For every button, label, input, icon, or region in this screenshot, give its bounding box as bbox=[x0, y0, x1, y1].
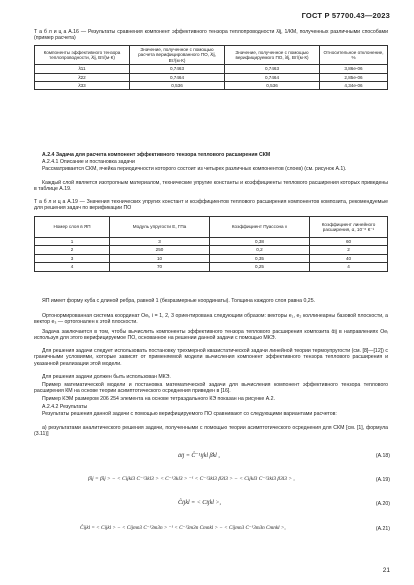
table16-header: Значение, полученное с помощью расчета верифицированного ПО, λ̄ij, Вт/(м·К) bbox=[130, 46, 225, 65]
table-row bbox=[35, 82, 388, 90]
table-cell: 0,536 bbox=[225, 82, 320, 90]
table19-header: Коэффициент линейного расширения, α, 10⁻⁶ К⁻¹ bbox=[310, 217, 388, 238]
section-heading: А.2.4 Задача для расчета компонент эффективного тензора теплового расширения СКМ bbox=[42, 152, 271, 158]
table19-header: Модуль упругости E, ГПа bbox=[110, 217, 210, 238]
table-cell: 0,7463 bbox=[225, 65, 320, 73]
paragraph: Пример КЭМ размером 206 254 элемента на основе тетраэдального КЭ показан на рисунке А.2. bbox=[42, 396, 275, 402]
table-cell: 1 bbox=[35, 238, 110, 246]
formula: Ĉijkl = < Cijkl > − < Cijmn3 C⁻¹3m3n > ⁻¹ < C⁻¹3m3n Cmnkl > − < Cijmn3 C⁻¹3m3n Cmnkl >, bbox=[80, 525, 286, 531]
formula: Ĉijkl = < Cijkl >, bbox=[178, 500, 221, 506]
table-cell: 0,2 bbox=[210, 246, 310, 254]
table-cell: 0,25 bbox=[210, 263, 310, 271]
table-cell: 4,34e-06 bbox=[320, 82, 388, 90]
table-cell: 2,85e-06 bbox=[320, 73, 388, 81]
table-cell: 10 bbox=[110, 254, 210, 262]
formula: āij = Ĉ⁻¹ijkl β̄kl , bbox=[178, 453, 220, 459]
table-cell: 0,38 bbox=[210, 238, 310, 246]
table19-header: Номер слоя в ЯП bbox=[35, 217, 110, 238]
paragraph: Пример математической модели и постановка математической задачи для вычисления компонент эффективного тензора теплового расширения КМ на основе теории асимптотического осреднения приведен в [16]. bbox=[34, 382, 388, 395]
paragraph: Рассматривается СКМ, ячейка периодичности которого состоит из четырех различных компонентов (слоев) (см. рисунок А.1). bbox=[42, 166, 347, 172]
table-cell: λ̄33 bbox=[35, 82, 130, 90]
paragraph: Для решения задачи должен быть использован МКЭ. bbox=[42, 374, 171, 380]
table-cell: 4 bbox=[35, 263, 110, 271]
table19-caption: Т а б л и ц а А.19 — Значения технических упругих констант и коэффициентов теплового расширения компонентов композита, рекомендуемые для решения задач по верификации ПО bbox=[34, 199, 388, 212]
table19-header-row bbox=[35, 217, 388, 238]
table-cell: 2 bbox=[35, 246, 110, 254]
table16-header: Значение, полученное с помощью верифицируемого ПО, λ̄ij, Вт/(м·К) bbox=[225, 46, 320, 65]
table16-header-row bbox=[35, 46, 388, 65]
table16-header: Относительное отклонение, % bbox=[320, 46, 388, 65]
table-cell: 0,7464 bbox=[130, 73, 225, 81]
formula-number: (А.18) bbox=[375, 453, 390, 459]
table-cell: 60 bbox=[310, 238, 388, 246]
formula: β̄ij = β̄ij > − < Cijkl3 C⁻¹3kl3 > < C⁻¹3kl3 > ⁻¹ < C⁻¹3kl3 β3l3 > − < Cijkl3 C⁻¹3kl3 β3l3 > , bbox=[88, 476, 295, 482]
table-cell: 0,7464 bbox=[225, 73, 320, 81]
table-cell: 2 bbox=[310, 246, 388, 254]
table-row bbox=[35, 73, 388, 81]
table-cell: 0,536 bbox=[130, 82, 225, 90]
paragraph: а) результатами аналитического решения задачи, полученными с помощью теории асимптотического осреднения для СКМ [см. [1], формула (3.11)] bbox=[34, 425, 388, 438]
table16-header: Компоненты эффективного тензора теплопроводности, λ̄ij, Вт/(м·К) bbox=[35, 46, 130, 65]
table-cell: λ̄11 bbox=[35, 65, 130, 73]
table-row bbox=[35, 263, 388, 271]
table-cell: 3,86e-06 bbox=[320, 65, 388, 73]
table-cell: 70 bbox=[110, 263, 210, 271]
table-cell: 3 bbox=[110, 238, 210, 246]
table-cell: 3 bbox=[35, 254, 110, 262]
table-cell: 4 bbox=[310, 263, 388, 271]
table-cell: 0,35 bbox=[210, 254, 310, 262]
formula-number: (А.19) bbox=[375, 477, 390, 483]
table-row bbox=[35, 246, 388, 254]
table16-caption: Т а б л и ц а А.16 — Результаты сравнения компонент эффективного тензора теплопроводности λ̄ij, 1/КМ, полученных различными способами (пример расчета) bbox=[34, 29, 388, 42]
formula-number: (А.20) bbox=[375, 501, 390, 507]
table16 bbox=[34, 45, 388, 90]
paragraph: Результаты решения данной задачи с помощью верифицируемого ПО сравнивают со следующими вариантами расчетов: bbox=[42, 411, 337, 417]
paragraph: ЯП имеет форму куба с длиной ребра, равной 1 (безразмерные координаты). Толщина каждого слоя равна 0,25. bbox=[42, 298, 316, 304]
subsection-heading: А.2.4.1 Описание и постановка задачи bbox=[42, 159, 135, 165]
formula-number: (А.21) bbox=[375, 526, 390, 532]
page-number: 21 bbox=[382, 567, 390, 574]
subsection-heading: А.2.4.2 Результаты bbox=[42, 404, 88, 410]
table-cell: 40 bbox=[310, 254, 388, 262]
table-row bbox=[35, 238, 388, 246]
paragraph: Для решения задачи следует использовать постановку трехмерной квазистатической задачи линейной теории термоупругости (см. [8]—[12]) с граничными условиями, которые зависят от применяемой модели вычисления компонент эффективного тензора теплового расширения и указанной реализации этой модели. bbox=[34, 348, 388, 367]
table-row bbox=[35, 65, 388, 73]
table19 bbox=[34, 216, 388, 272]
paragraph: Ортонормированная система координат Oeᵢ, i = 1, 2, 3 ориентирована следующим образом: векторы e₁, e₂ коллинеарны базовой плоскости, а вектор e₃ — ортогонален к этой плоскости. bbox=[34, 313, 388, 326]
table-cell: 0,7463 bbox=[130, 65, 225, 73]
table-row bbox=[35, 254, 388, 262]
table19-header: Коэффициент Пуассона ν bbox=[210, 217, 310, 238]
standard-header: ГОСТ Р 57700.43—2023 bbox=[301, 11, 390, 20]
table-cell: λ̄22 bbox=[35, 73, 130, 81]
paragraph: Каждый слой является изотропным материалом, технические упругие константы и коэффициенты теплового расширения которых приведены в таблице А.19. bbox=[34, 180, 388, 193]
table-cell: 250 bbox=[110, 246, 210, 254]
paragraph: Задача заключается в том, чтобы вычислить компоненты эффективного тензора теплового расширения композита ᾱij в направлениях Oeᵢ используя для этого верифицируемое ПО, основанное на решении данной задачи с помощью МКЭ. bbox=[34, 329, 388, 342]
